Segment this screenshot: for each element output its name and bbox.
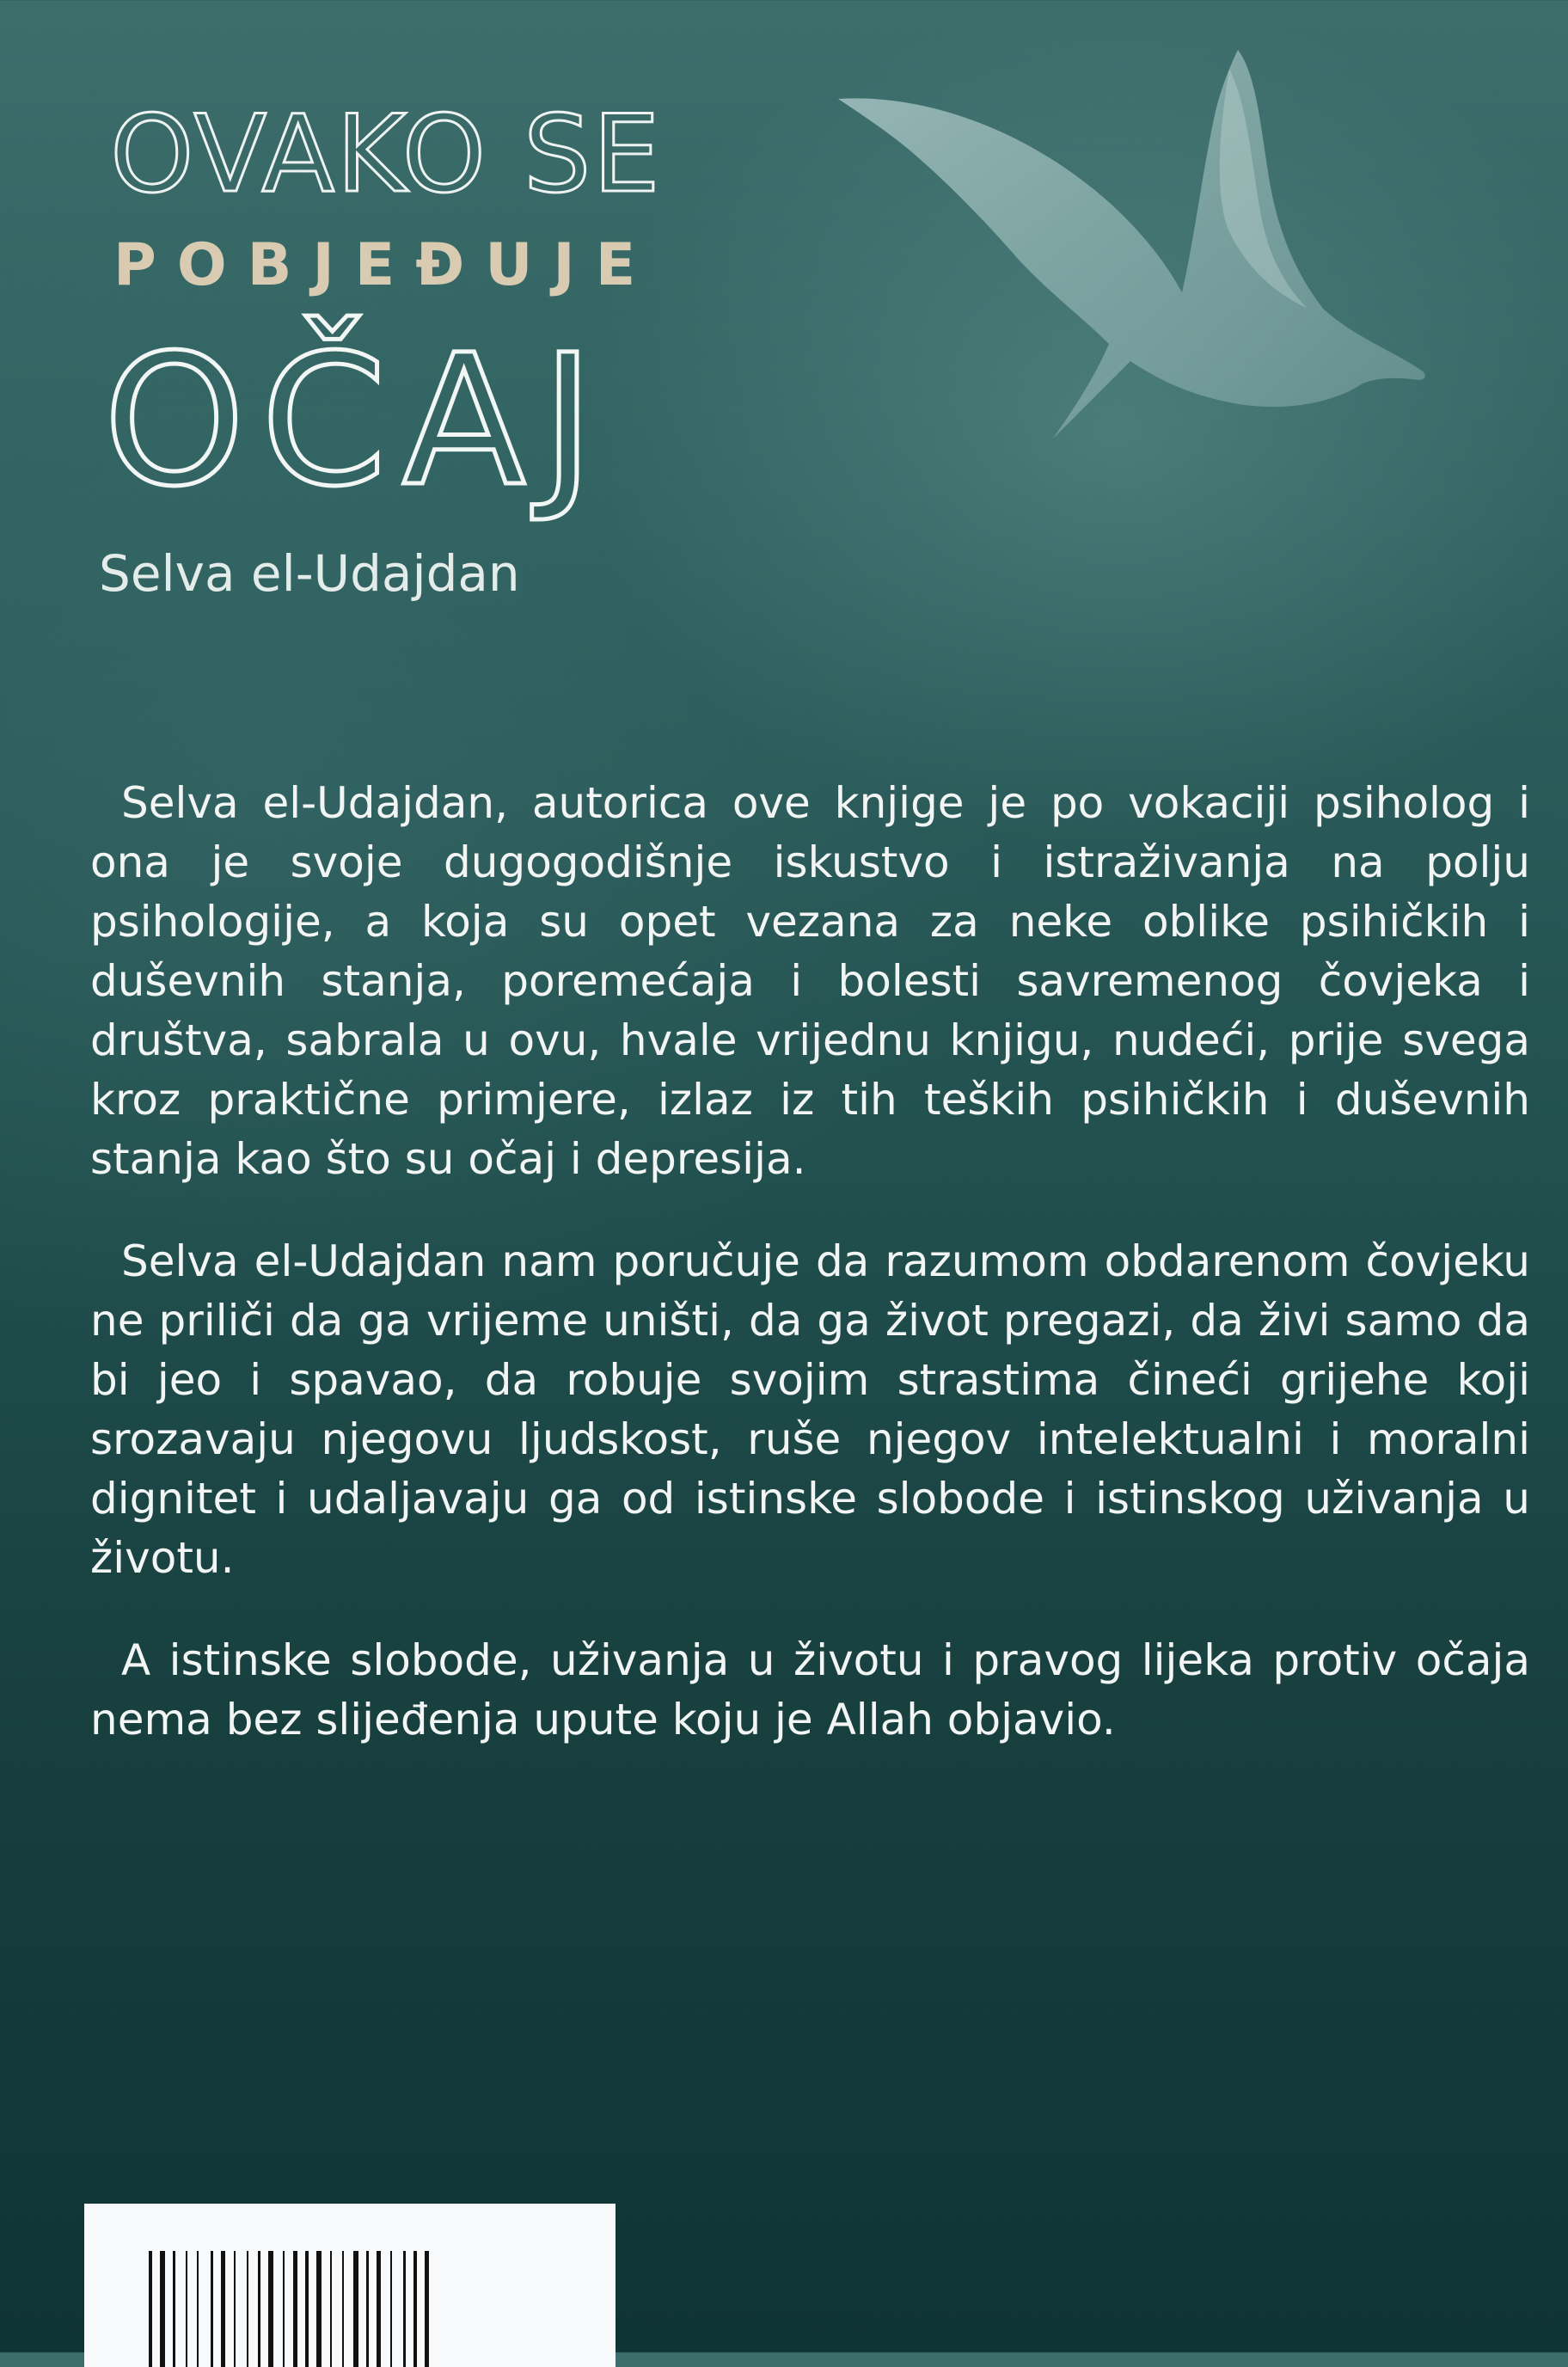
barcode-bar [377, 2251, 381, 2367]
barcode-bar [247, 2251, 248, 2367]
barcode-bar [390, 2251, 392, 2367]
barcode-bar [413, 2251, 417, 2367]
barcode-bar [173, 2251, 175, 2367]
barcode-bar [234, 2251, 236, 2367]
barcode-bar [160, 2251, 165, 2367]
barcode-bar [353, 2251, 358, 2367]
barcode-bar [330, 2251, 332, 2367]
barcode-bar [268, 2251, 273, 2367]
blurb-paragraph-3: A istinske slobode, uživanja u životu i pravog lijeka protiv očaja nema bez slijeđenja upute koju je Allah objavio. [90, 1635, 1530, 1745]
barcode-bar [305, 2251, 309, 2367]
barcode-bar [316, 2251, 322, 2367]
title-line-2: POBJEĐUJE [113, 231, 657, 299]
barcode-bar [211, 2251, 213, 2367]
dove-icon [825, 34, 1444, 481]
blurb-paragraph-1: Selva el-Udajdan, autorica ove knjige je po vokaciji psiholog i ona je svoje dugogodišnje iskustvo i istraživanja na polju psihologije, a koja su opet vezana za neke oblike psihičkih i duševnih stanja, poremećaja i bolesti savremenog čovjeka i društva, sabrala u ovu, hvale vrijednu knjigu, nudeći, prije svega kroz praktične primjere, izlaz iz tih teških psihičkih i duševnih stanja kao što su očaj i depresija. [90, 778, 1530, 1184]
title-line-1: OVAKO SE [110, 93, 662, 217]
barcode-bar [403, 2251, 406, 2367]
author-name: Selva el-Udajdan [99, 544, 520, 603]
blurb-paragraph-2: Selva el-Udajdan nam poručuje da razumom obdarenom čovjeku ne priliči da ga vrijeme uništi, da ga život pregazi, da živi samo da bi jeo i spavao, da robuje svojim strastima čineći grijehe koji srozavaju njegovu ljudskost, ruše njegov intelektualni i moralni dignitet i udaljavaju ga od istinske slobode i istinskog uživanja u životu. [90, 1236, 1530, 1583]
blurb-text [90, 774, 1530, 1793]
barcode-bar [293, 2251, 297, 2367]
barcode-bar [221, 2251, 225, 2367]
barcode-bar [425, 2251, 429, 2367]
barcode-bar [149, 2251, 152, 2367]
barcode-bar [186, 2251, 187, 2367]
barcode-bar [366, 2251, 369, 2367]
barcode-bar [342, 2251, 344, 2367]
title-line-3: OČAJ [103, 316, 610, 526]
barcode-label [84, 2204, 616, 2367]
barcode-bar [283, 2251, 285, 2367]
barcode-icon [149, 2251, 553, 2367]
barcode-bar [197, 2251, 199, 2367]
barcode-bar [258, 2251, 260, 2367]
